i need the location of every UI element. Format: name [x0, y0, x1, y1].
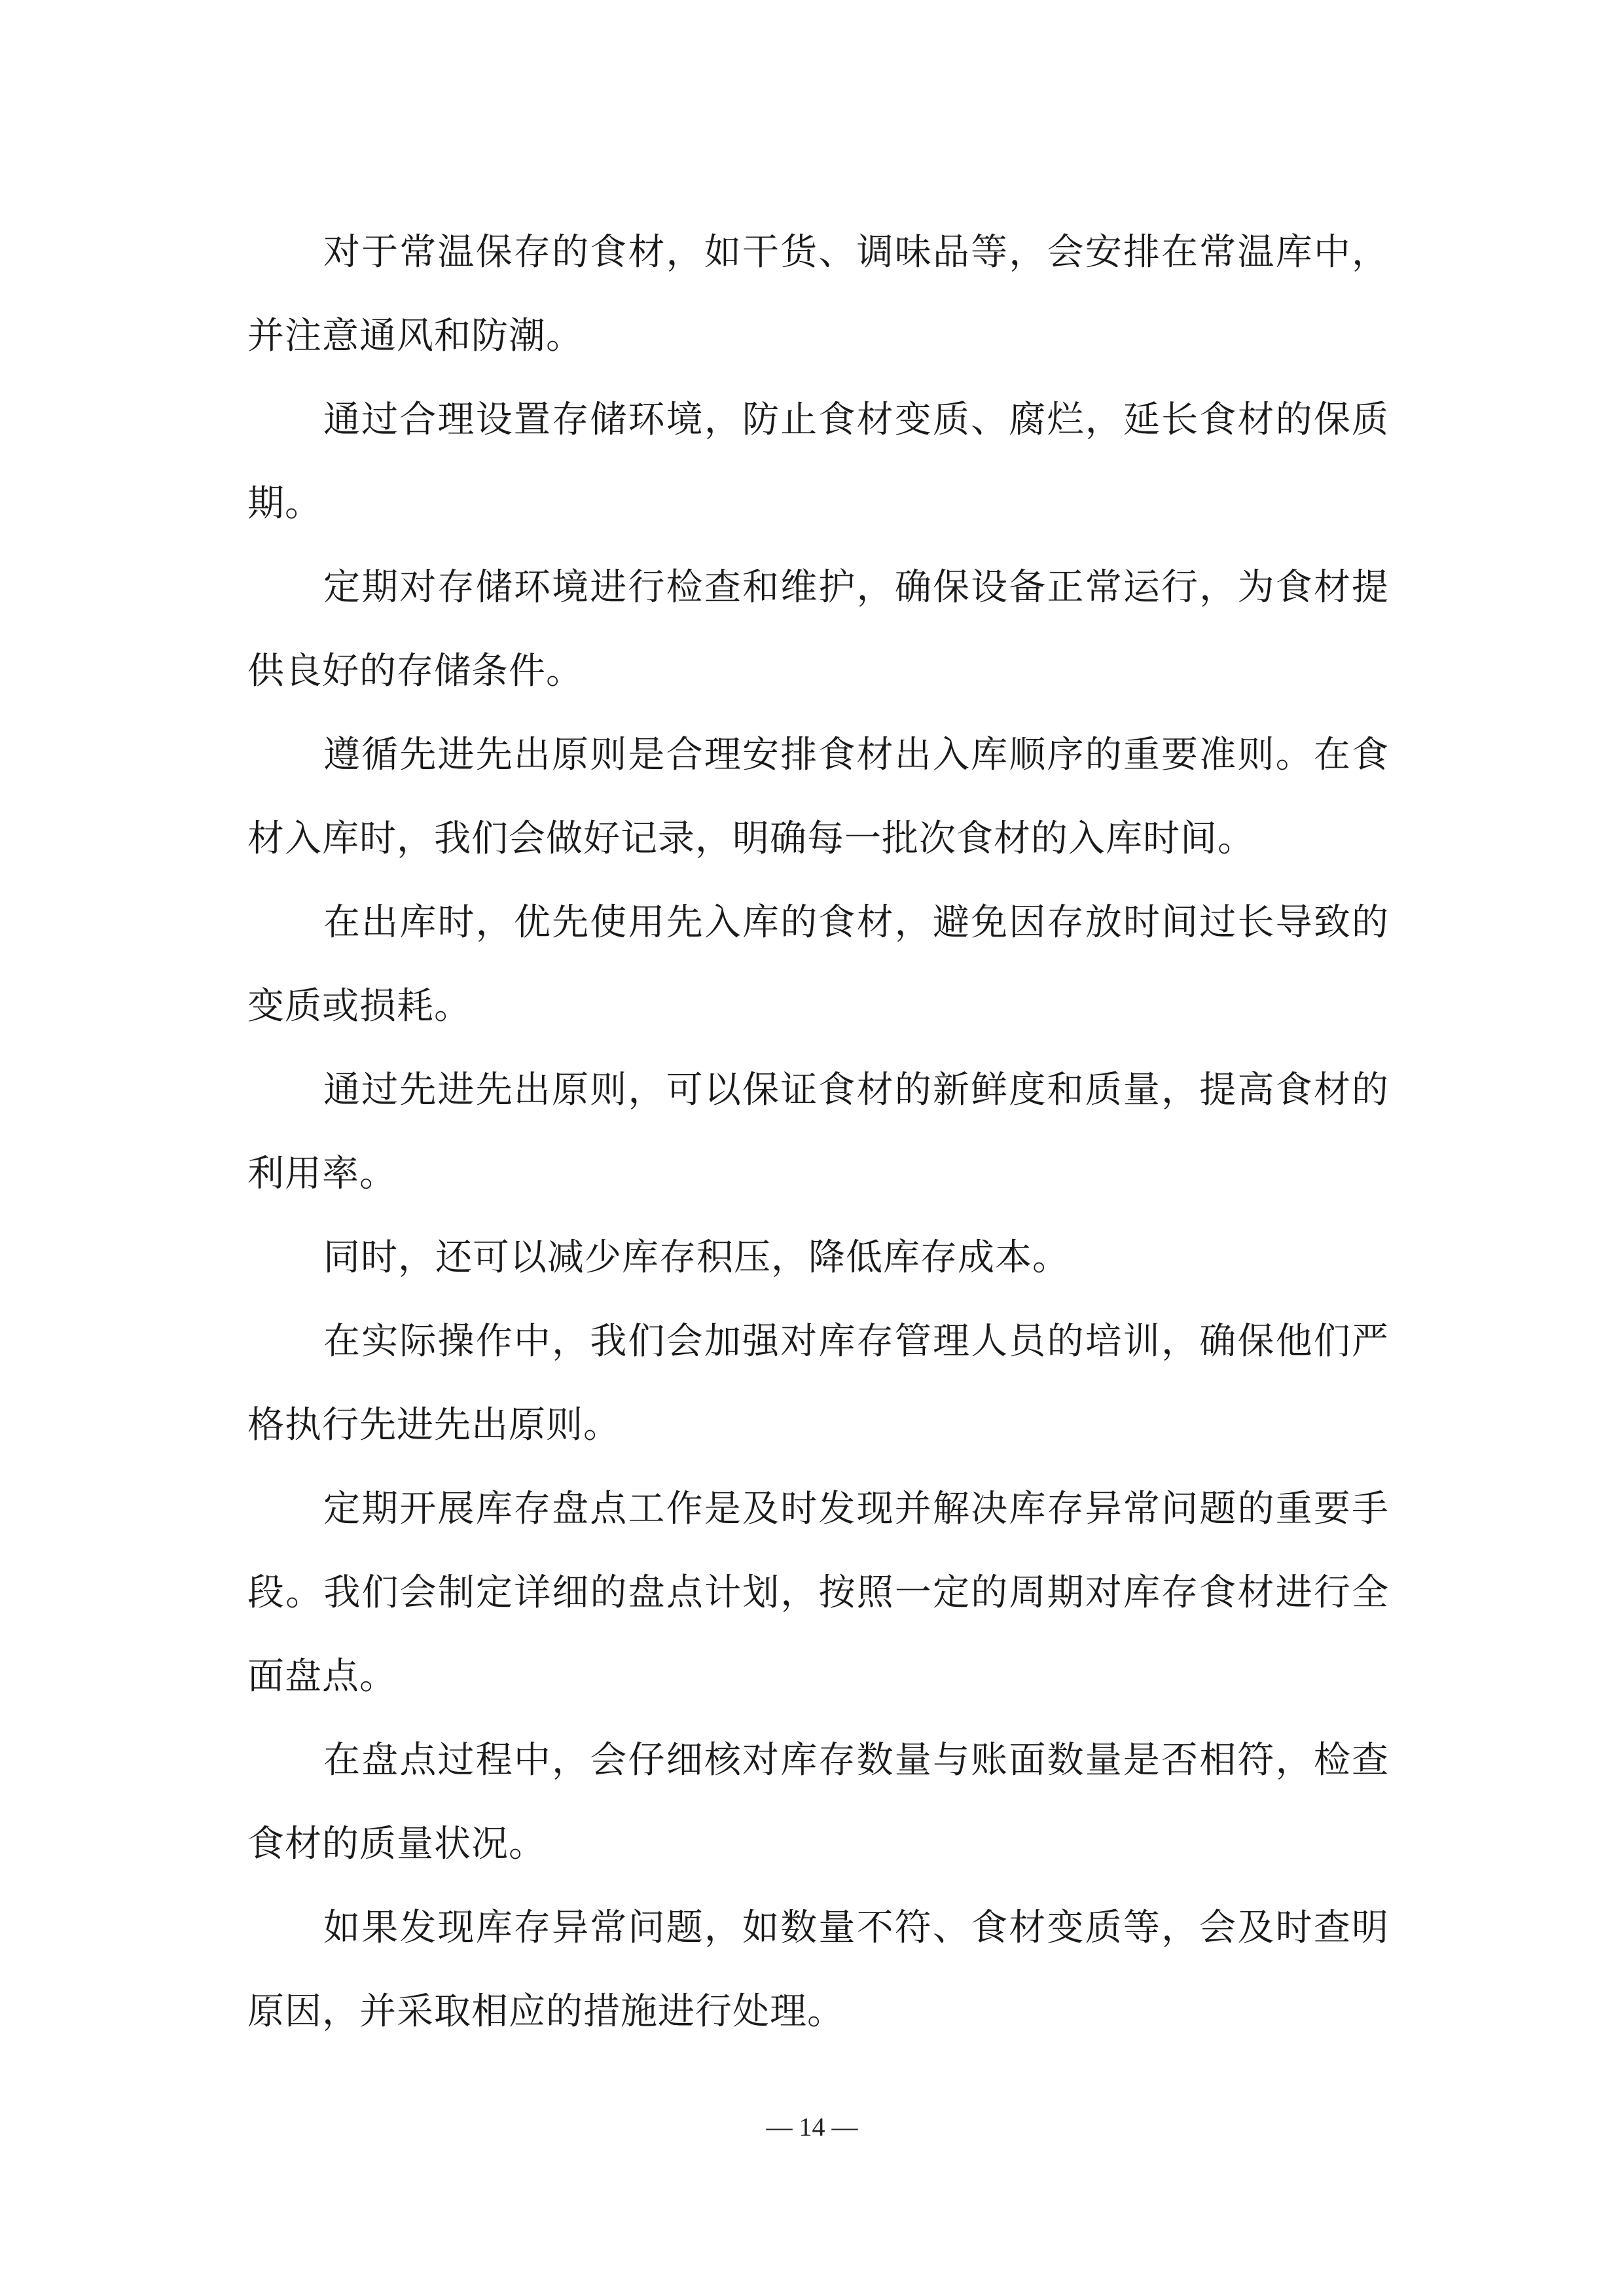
- paragraph-8: 在实际操作中，我们会加强对库存管理人员的培训，确保他们严格执行先进先出原则。: [247, 1320, 1389, 1446]
- paragraph-1: 对于常温保存的食材，如干货、调味品等，会安排在常温库中，并注意通风和防潮。: [247, 231, 1389, 357]
- paragraph-9: 定期开展库存盘点工作是及时发现并解决库存异常问题的重要手段。我们会制定详细的盘点计划，按照一定的周期对库存食材进行全面盘点。: [247, 1488, 1389, 1698]
- page-number: — 14 —: [766, 2112, 858, 2142]
- paragraph-2: 通过合理设置存储环境，防止食材变质、腐烂，延长食材的保质期。: [247, 399, 1389, 525]
- paragraph-3: 定期对存储环境进行检查和维护，确保设备正常运行，为食材提供良好的存储条件。: [247, 566, 1389, 692]
- paragraph-5: 在出库时，优先使用先入库的食材，避免因存放时间过长导致的变质或损耗。: [247, 901, 1389, 1028]
- paragraph-7: 同时，还可以减少库存积压，降低库存成本。: [323, 1236, 1070, 1279]
- paragraph-4: 遵循先进先出原则是合理安排食材出入库顺序的重要准则。在食材入库时，我们会做好记录，明确每一批次食材的入库时间。: [247, 734, 1389, 860]
- paragraph-10: 在盘点过程中，会仔细核对库存数量与账面数量是否相符，检查食材的质量状况。: [247, 1739, 1389, 1865]
- document-body: [247, 211, 1389, 2054]
- paragraph-6: 通过先进先出原则，可以保证食材的新鲜度和质量，提高食材的利用率。: [247, 1069, 1389, 1195]
- paragraph-11: 如果发现库存异常问题，如数量不符、食材变质等，会及时查明原因，并采取相应的措施进行处理。: [247, 1907, 1389, 2033]
